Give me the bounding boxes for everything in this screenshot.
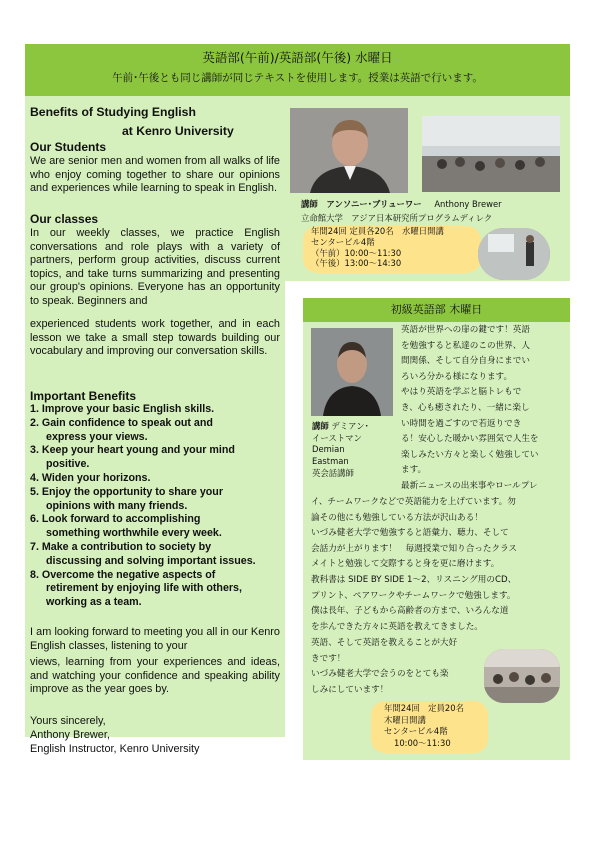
- text-line: 会話力が上がります！ 毎週授業で知り合ったクラス: [311, 543, 517, 554]
- portrait-image: [290, 108, 408, 193]
- schedule-line: （午後）13:00〜14:30: [311, 258, 402, 269]
- text-line: ろいろ分かる様になります。: [401, 371, 513, 382]
- sign-line-3: English Instructor, Kenro University: [30, 743, 200, 755]
- instructor2-name-jp: イーストマン: [312, 432, 362, 443]
- text-line: いづみ健老大学で会うのをとても楽: [311, 669, 449, 680]
- benefit-line: retirement by enjoying life with others,: [46, 582, 242, 595]
- instructor2-name-en: Eastman: [312, 456, 349, 467]
- benefit-line: 3. Keep your heart young and your mind: [30, 444, 235, 457]
- classroom-photo-2: [478, 228, 550, 280]
- text-line: を歩んできた方々に英語を教えてきました。: [311, 621, 483, 632]
- benefit-item: [30, 569, 285, 610]
- benefit-line: 2. Gain confidence to speak out and: [30, 416, 213, 429]
- header-title: 英語部(午前)/英語部(午後) 水曜日: [202, 50, 393, 65]
- instructor2-name-line: [312, 421, 369, 433]
- students-heading: Our Students: [30, 140, 107, 154]
- classes-text-1: In our weekly classes, we practice English conversations and role plays with a variety of partners, perform group activities, discuss current topics, and take turns summarizing and presenting our group's opinions. Everyone has an opportunity to speak. Beginners and: [30, 227, 280, 307]
- benefit-item: [30, 472, 285, 486]
- text-line: を勉強すると私達のこの世界、人: [401, 340, 530, 351]
- closing-text-2: views, learning from your experiences and ideas, and watching your confidence and speaking ability improve as the year goes by.: [30, 656, 280, 696]
- beginner-paragraph-right: [401, 323, 539, 479]
- text-line: いづみ健老大学で勉強すると語彙力、聴力、そして: [311, 528, 509, 539]
- benefit-line: opinions with many friends.: [46, 499, 188, 512]
- schedule-line: 木曜日開講: [384, 714, 426, 725]
- classroom-photo-3: [484, 649, 560, 703]
- benefit-line: 5. Enjoy the opportunity to share your: [30, 485, 223, 498]
- classroom-image: [484, 649, 560, 703]
- instructor2-info: [312, 421, 369, 480]
- header-subtitle: 午前･午後とも同じ講師が同じテキストを使用します。授業は英語で行います。: [112, 72, 483, 84]
- classroom-photo-1: [422, 116, 560, 192]
- benefit-line: express your views.: [46, 430, 148, 443]
- benefit-item: [30, 417, 285, 445]
- schedule-line: 年間24回 定員20名: [384, 703, 464, 713]
- benefit-item: [30, 403, 285, 417]
- beginner-paragraph-full-first: 最新ニュースの出来事やロールプレ: [401, 481, 538, 491]
- text-line: プリント、ペアワークやチームワークで勉強します。: [311, 590, 516, 601]
- instructor2-role: 英会話講師: [312, 467, 354, 478]
- text-line: き、心も癒されたり、一緒に楽し: [401, 402, 530, 413]
- instructor2-name-jp: デミアン･: [331, 421, 369, 431]
- instructor1-affiliation: 立命館大学 アジア日本研究所プログラムディレク: [301, 213, 493, 223]
- text-line: きです！: [311, 653, 346, 664]
- instructor-label: 講師: [301, 199, 318, 209]
- schedule-line: センタービル4階: [311, 236, 375, 247]
- instructor1-name-en: Anthony Brewer: [434, 199, 502, 209]
- classroom-image: [422, 116, 560, 192]
- beginner-paragraph-full: [311, 495, 517, 635]
- benefit-line: something worthwhile every week.: [46, 527, 222, 540]
- text-line: い時間を過ごすので若返りでき: [401, 418, 522, 429]
- beginner-schedule: [384, 703, 464, 749]
- benefit-line: 6. Look forward to accomplishing: [30, 513, 201, 526]
- text-line: ます。: [401, 465, 427, 476]
- text-line: 楽しみたい方々と楽しく勉強してい: [401, 449, 539, 460]
- sign-line-2: Anthony Brewer,: [30, 729, 110, 741]
- benefit-line: 8. Overcome the negative aspects of: [30, 568, 216, 581]
- instructor1-photo: [290, 108, 408, 193]
- benefit-line: working as a team.: [46, 596, 142, 609]
- benefits-list: [30, 403, 285, 610]
- text-line: 英語が世界への扉の鍵です！英語: [401, 325, 530, 335]
- instructor-label: 講師: [312, 421, 329, 431]
- left-title-line2: at Kenro University: [122, 124, 234, 138]
- schedule-line: センタービル4階: [384, 726, 448, 737]
- text-line: 僕は長年、子どもから高齢者の方まで、いろんな道: [311, 606, 509, 617]
- text-line: 間関係、そして自分自身にまでい: [401, 356, 530, 367]
- text-line: やはり英語を学ぶと脳トレもで: [401, 387, 522, 398]
- portrait-image: [311, 328, 393, 416]
- text-line: 論その他にも勉強している方法が沢山ある！: [311, 512, 483, 523]
- sign-line-1: Yours sincerely,: [30, 715, 106, 727]
- benefit-line: 4. Widen your horizons.: [30, 471, 151, 484]
- classes-text-2: experienced students work together, and in each lesson we take a small step towards building our vocabulary and improving our conversation skills.: [30, 318, 280, 358]
- text-line: る！安心した暖かい雰囲気で人生を: [401, 434, 539, 445]
- benefit-item: [30, 444, 285, 472]
- instructor2-name-en: Demian: [312, 444, 345, 455]
- schedule-line: （午前）10:00〜11:30: [311, 247, 402, 258]
- benefit-line: discussing and solving important issues.: [46, 554, 256, 567]
- benefit-line: 1. Improve your basic English skills.: [30, 403, 215, 415]
- closing-text-1: I am looking forward to meeting you all in our Kenro English classes, listening to your: [30, 626, 280, 652]
- beginner-paragraph-left: [311, 636, 457, 698]
- schedule-line: 年間24回 定員各20名 水曜日開講: [311, 226, 444, 236]
- benefit-item: [30, 513, 285, 541]
- text-line: 英語、そして英語を教えることが大好: [311, 638, 458, 648]
- left-title-line1: Benefits of Studying English: [30, 105, 196, 119]
- text-line: しみにしています！: [311, 684, 389, 695]
- benefits-heading: Important Benefits: [30, 389, 137, 403]
- text-line: メイトと勉強して交際すると身を更に磨けます。: [311, 559, 500, 570]
- benefit-item: [30, 541, 285, 569]
- instructor1-name-jp: アンソニー･ブリューワー: [326, 199, 422, 209]
- classroom-image: [478, 228, 550, 280]
- instructor1-schedule: [311, 226, 444, 269]
- classes-heading: Our classes: [30, 212, 99, 226]
- instructor1-name-line: [301, 198, 502, 210]
- text-line: 教科書は SIDE BY SIDE 1〜2、リスニング用のCD、: [311, 574, 517, 585]
- benefit-line: 7. Make a contribution to society by: [30, 540, 212, 553]
- students-text: We are senior men and women from all walks of life who enjoy coming together to share our opinions and experiences while learning to speak in English.: [30, 155, 280, 195]
- benefit-line: positive.: [46, 458, 90, 471]
- schedule-line: 10:00〜11:30: [394, 737, 451, 748]
- benefit-item: [30, 486, 285, 514]
- beginner-title: 初級英語部 木曜日: [303, 298, 570, 322]
- header-banner: [25, 44, 570, 96]
- instructor2-photo: [311, 328, 393, 416]
- text-line: イ、チームワークなどで英語能力を上げています。勿: [311, 497, 516, 507]
